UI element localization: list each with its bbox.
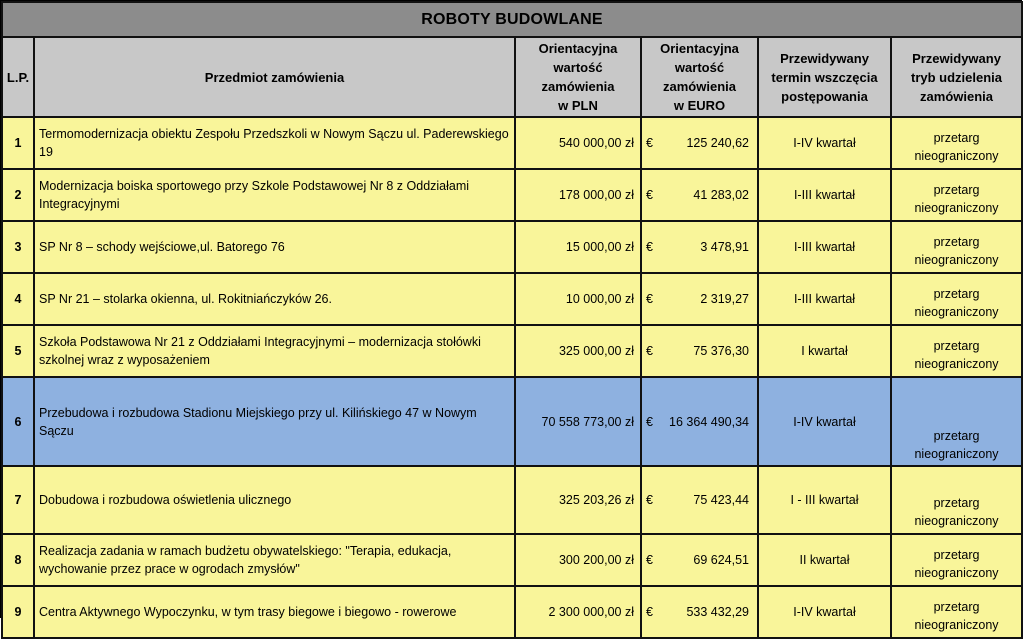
mode-line: nieograniczony [914,149,999,163]
row-mode [891,586,1022,638]
row-term: I-IV kwartał [758,117,891,169]
row-number: 7 [2,466,34,534]
euro-symbol: € [646,344,653,358]
row-subject: Modernizacja boiska sportowego przy Szkole Podstawowej Nr 8 z Oddziałami Integracyjnymi [34,169,515,221]
euro-symbol: € [646,292,653,306]
mode-line: przetarg [933,339,980,353]
row-term: I-III kwartał [758,169,891,221]
row-subject: Przebudowa i rozbudowa Stadionu Miejskiego przy ul. Kilińskiego 47 w Nowym Sączu [34,377,515,466]
mode-line: przetarg [933,235,980,249]
row-number: 2 [2,169,34,221]
mode-line: nieograniczony [914,618,999,632]
table-row [2,466,1022,534]
header-mode-line: tryb udzielenia [911,69,1003,85]
row-number: 6 [2,377,34,466]
row-mode [891,377,1022,466]
mode-line: nieograniczony [914,305,999,319]
header-eur-line: wartość [674,60,725,75]
row-number: 5 [2,325,34,377]
row-value-pln: 15 000,00 zł [515,221,641,273]
row-subject: SP Nr 8 – schody wejściowe,ul. Batorego 76 [34,221,515,273]
header-pln [515,37,641,117]
row-term: I kwartał [758,325,891,377]
mode-line: nieograniczony [914,566,999,580]
euro-symbol: € [646,414,653,429]
row-value-pln: 178 000,00 zł [515,169,641,221]
row-value-eur [641,586,758,638]
header-eur-line: w EURO [673,98,726,113]
row-value-pln: 70 558 773,00 zł [515,377,641,466]
euro-symbol: € [646,553,653,567]
euro-amount: 125 240,62 [686,136,749,150]
mode-line: nieograniczony [914,514,999,528]
table-row [2,221,1022,273]
euro-symbol: € [646,188,653,202]
table-row [2,377,1022,466]
row-number: 1 [2,117,34,169]
euro-symbol: € [646,240,653,254]
table-row [2,534,1022,586]
row-mode [891,221,1022,273]
row-subject: Termomodernizacja obiektu Zespołu Przedszkoli w Nowym Sączu ul. Paderewskiego 19 [34,117,515,169]
euro-amount: 3 478,91 [700,240,749,254]
row-term: I-III kwartał [758,221,891,273]
euro-symbol: € [646,136,653,150]
header-subject: Przedmiot zamówienia [34,37,515,117]
mode-line: nieograniczony [914,253,999,267]
mode-line: nieograniczony [914,201,999,215]
table-title: ROBOTY BUDOWLANE [2,2,1022,37]
mode-line: przetarg [933,600,980,614]
table-row [2,273,1022,325]
row-mode [891,466,1022,534]
row-mode [891,273,1022,325]
table-row [2,325,1022,377]
mode-line: przetarg [933,287,980,301]
row-term: I - III kwartał [758,466,891,534]
procurement-table [1,1,1023,639]
header-mode [891,37,1022,117]
row-value-pln: 540 000,00 zł [515,117,641,169]
mode-line: przetarg [933,429,980,443]
row-number: 3 [2,221,34,273]
row-value-eur [641,377,758,466]
row-term: II kwartał [758,534,891,586]
row-mode [891,534,1022,586]
header-pln-line: wartość [553,60,603,75]
row-mode [891,325,1022,377]
row-value-pln: 10 000,00 zł [515,273,641,325]
euro-symbol: € [646,493,653,507]
euro-amount: 2 319,27 [700,292,749,306]
row-value-eur [641,534,758,586]
row-value-pln: 325 000,00 zł [515,325,641,377]
mode-line: nieograniczony [914,357,999,371]
header-term [758,37,891,117]
row-value-pln: 325 203,26 zł [515,466,641,534]
euro-amount: 533 432,29 [686,605,749,619]
row-value-eur [641,466,758,534]
header-lp: L.P. [2,37,34,117]
header-term-line: Przewidywany [780,50,869,66]
header-mode-line: Przewidywany [912,50,1001,66]
row-mode [891,117,1022,169]
row-subject: Dobudowa i rozbudowa oświetlenia ulicznego [34,466,515,534]
table-row [2,117,1022,169]
header-term-line: postępowania [781,88,868,104]
row-term: I-III kwartał [758,273,891,325]
row-term: I-IV kwartał [758,377,891,466]
row-value-eur [641,169,758,221]
row-value-eur [641,221,758,273]
row-value-eur [641,273,758,325]
mode-line: przetarg [933,496,980,510]
mode-line: przetarg [933,131,980,145]
row-subject: Realizacja zadania w ramach budżetu obywatelskiego: "Terapia, edukacja, wychowanie przez prace w ogrodach zmysłów" [34,534,515,586]
row-subject: Centra Aktywnego Wypoczynku, w tym trasy biegowe i biegowo - rowerowe [34,586,515,638]
table-row [2,169,1022,221]
mode-line: przetarg [933,183,980,197]
row-value-eur [641,117,758,169]
row-value-pln: 300 200,00 zł [515,534,641,586]
header-eur-line: zamówienia [663,79,736,94]
row-value-eur [641,325,758,377]
header-mode-line: zamówienia [920,88,993,104]
header-pln-line: zamówienia [541,79,615,94]
euro-amount: 16 364 490,34 [669,414,749,429]
euro-amount: 75 423,44 [693,493,749,507]
row-value-pln: 2 300 000,00 zł [515,586,641,638]
row-subject: Szkoła Podstawowa Nr 21 z Oddziałami Integracyjnymi – modernizacja stołówki szkolnej wraz z wyposażeniem [34,325,515,377]
row-number: 9 [2,586,34,638]
row-term: I-IV kwartał [758,586,891,638]
row-subject: SP Nr 21 – stolarka okienna, ul. Rokitniańczyków 26. [34,273,515,325]
euro-amount: 75 376,30 [693,344,749,358]
mode-line: nieograniczony [914,447,999,461]
euro-amount: 69 624,51 [693,553,749,567]
header-pln-line: w PLN [558,98,598,113]
row-number: 4 [2,273,34,325]
header-term-line: termin wszczęcia [771,69,878,85]
row-number: 8 [2,534,34,586]
header-eur [641,37,758,117]
row-mode [891,169,1022,221]
euro-amount: 41 283,02 [693,188,749,202]
table-row [2,586,1022,638]
header-eur-line: Orientacyjna [660,41,739,56]
header-pln-line: Orientacyjna [538,41,618,56]
euro-symbol: € [646,605,653,619]
mode-line: przetarg [933,548,980,562]
